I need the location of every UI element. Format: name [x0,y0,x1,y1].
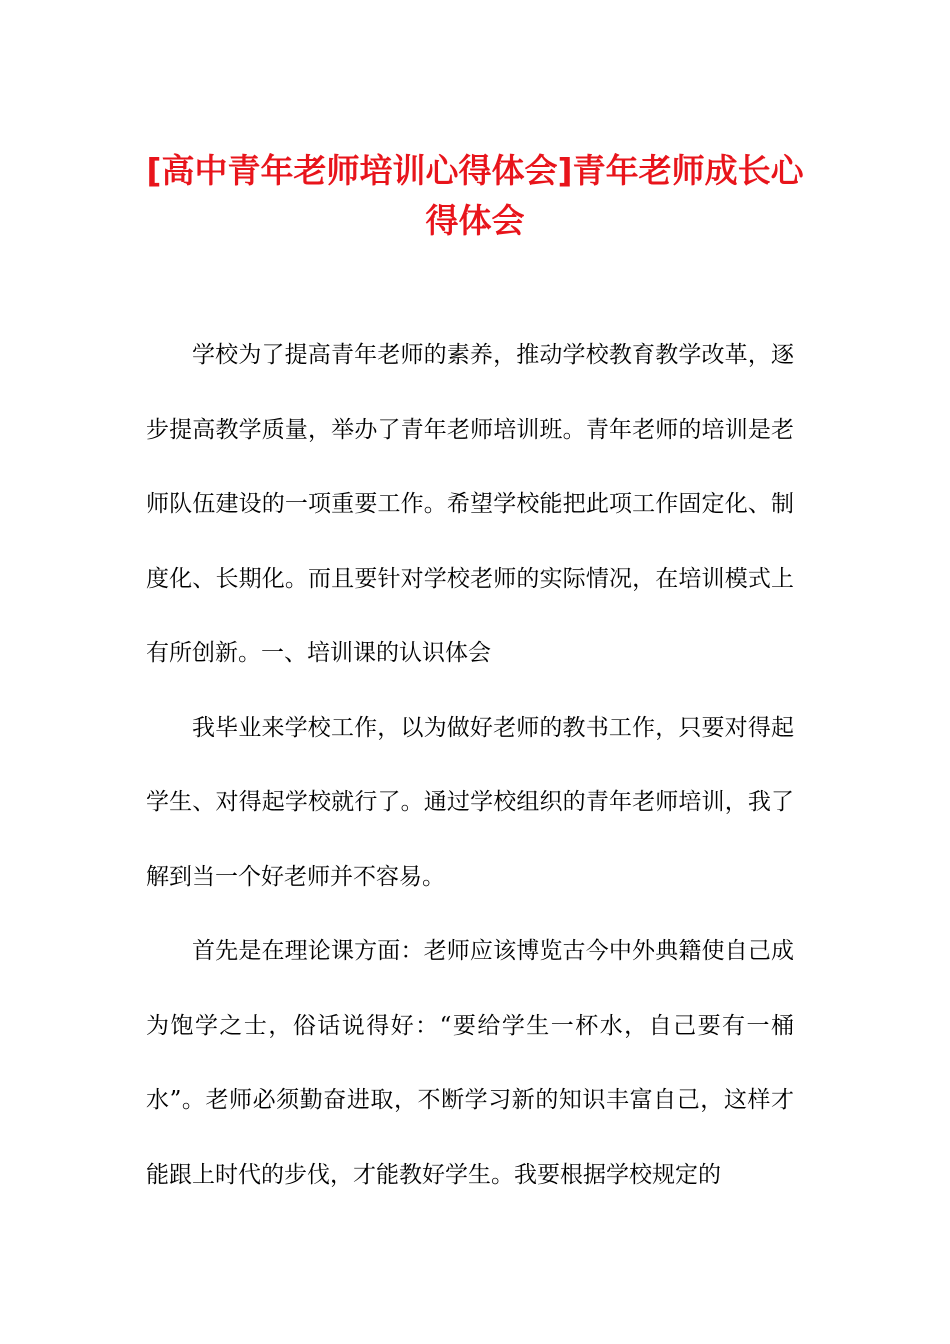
paragraph-1: 学校为了提高青年老师的素养，推动学校教育教学改革，逐步提高教学质量，举办了青年老师培训班。青年老师的培训是老师队伍建设的一项重要工作。希望学校能把此项工作固定化、制度化、长期化。而且要针对学校老师的实际情况，在培训模式上有所创新。一、培训课的认识体会 [146,342,794,666]
paragraph-3: 首先是在理论课方面：老师应该博览古今中外典籍使自己成为饱学之士，俗话说得好：“要给学生一杯水，自己要有一桶水”。老师必须勤奋进取，不断学习新的知识丰富自己，这样才能跟上时代的步伐，才能教好学生。我要根据学校规定的 [146,938,794,1188]
paragraph-2: 我毕业来学校工作，以为做好老师的教书工作，只要对得起学生、对得起学校就行了。通过学校组织的青年老师培训，我了解到当一个好老师并不容易。 [146,714,794,890]
document-title: [高中青年老师培训心得体会]青年老师成长心得体会 [146,151,804,240]
document-body [146,318,794,1212]
